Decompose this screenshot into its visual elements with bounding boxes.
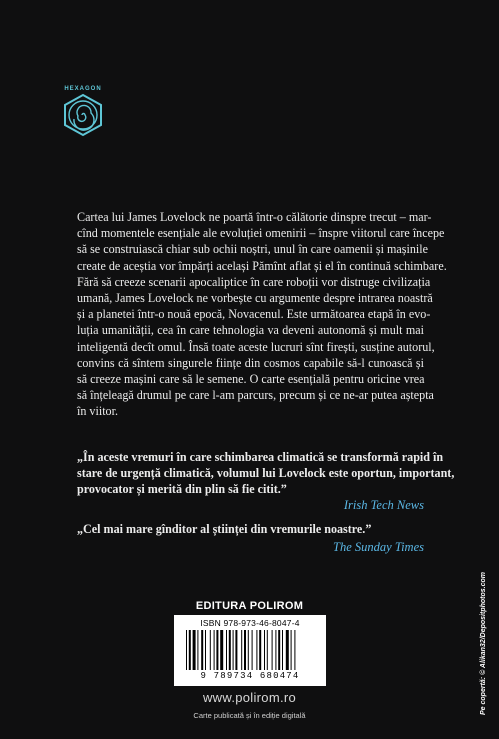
isbn-text: ISBN 978-973-46-8047-4 [200,618,300,628]
description-line: cînd momentele esențiale ale evoluției omenirii – înspre viitorul care începe [77,226,445,241]
publisher-name: EDITURA POLIROM [195,600,304,612]
description-line: în viitor. [77,404,118,419]
description-line: umană, James Lovelock ne vorbește cu argumente despre intrarea noastră [77,291,433,306]
description-line: să înțeleagă drumul pe care l-am parcurs, precum și ce ne-ar putea aștepta [77,388,434,403]
description-line: și a planetei într-o nouă epocă, Novacenul. Este următoarea etapă în evo- [77,307,431,322]
description-line: Cartea lui James Lovelock ne poartă într-o călătorie dinspre trecut – mar- [77,210,432,224]
quote-source: The Sunday Times [333,540,424,554]
review-quote [77,521,424,537]
description-line: convins că sîntem singurele ființe din cosmos capabile să-l cunoască și [77,355,424,370]
description-line: să se construiască chiar sub ochii noștri, unul în care oamenii și mașinile [77,242,428,257]
book-description [77,209,447,420]
publisher-website: www.polirom.ro [202,690,297,705]
description-line: Fără să creeze scenarii apocaliptice în care roboții vor distruge civilizația [77,274,431,289]
quote-line: stare de urgență climatică, volumul lui Lovelock este oportun, important, [77,466,455,481]
isbn-barcode [174,615,326,686]
quote-line: provocator și merită din plin să fie citit.” [77,482,287,497]
quote-line: „Cel mai mare gînditor al științei din vremurile noastre.” [77,522,372,536]
barcode-icon [184,630,316,670]
digital-edition-note: Carte publicată și în ediție digitală [193,711,306,720]
quote-line: „În aceste vremuri în care schimbarea climatică se transformă rapid în [77,450,444,464]
cover-credit: Pe copertă: © Alikan32/Depositphotos.com [480,572,487,715]
hexagon-logo [58,86,108,142]
review-quote [77,449,455,498]
quote-source: Irish Tech News [343,498,424,512]
description-line: inteligentă decît omul. Însă toate aceste lucruri sînt firești, susține autorul, [77,339,435,354]
description-line: create de aceștia vor împărți același Pămînt aflat și el în continuă schimbare. [77,258,447,273]
barcode-digits: 9 789734 680474 [200,671,300,681]
logo-label: HEXAGON [64,86,102,92]
description-line: să creeze mașini care să le semene. O carte esențială pentru oricine vrea [77,372,425,387]
hexagon-spiral-icon [62,93,104,137]
description-line: luția umanității, cea în care tehnologia va deveni autonomă și mult mai [77,323,424,338]
